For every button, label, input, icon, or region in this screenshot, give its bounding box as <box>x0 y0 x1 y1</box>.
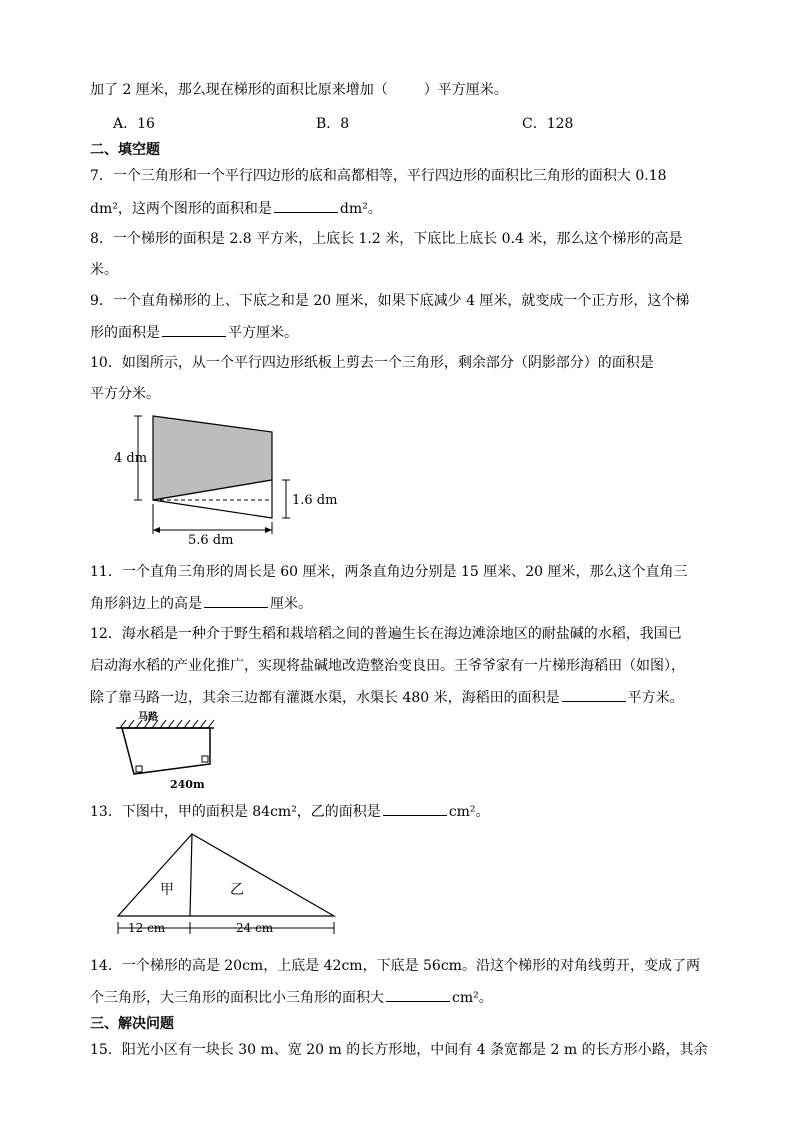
fig13-yi-label: 乙 <box>230 882 244 898</box>
q12-line3: 除了靠马路一边，其余三边都有灌溉水渠，水渠长 480 米，海稻田的面积是 平方米。 <box>90 687 684 708</box>
figure-triangles <box>110 828 350 946</box>
answer-blank <box>562 687 626 702</box>
fig10-bottom-label: 5.6 dm <box>188 533 234 548</box>
q10-line2: 平方分米。 <box>90 386 160 402</box>
q15-line1: 15．阳光小区有一块长 30 m、宽 20 m 的长方形地，中间有 4 条宽都是 2 m 的长方形小路，其余 <box>90 1042 708 1058</box>
q6-option-b: B．8 <box>316 116 350 132</box>
q7-line1: 7．一个三角形和一个平行四边形的底和高都相等，平行四边形的面积比三角形的面积大 0.18 <box>90 168 667 184</box>
q8-line2: 米。 <box>90 262 118 278</box>
fig13-jia-label: 甲 <box>160 882 174 898</box>
fig12-road-label: 马路 <box>138 712 158 723</box>
figure-rice-field <box>114 712 224 792</box>
q9-line2: 形的面积是 平方厘米。 <box>90 322 298 343</box>
q11-line2: 角形斜边上的高是 厘米。 <box>90 593 312 614</box>
answer-blank <box>383 801 447 816</box>
q6-line: 加了 2 厘米，那么现在梯形的面积比原来增加（ ）平方厘米。 <box>90 82 508 98</box>
section-heading-fill-in: 二、填空题 <box>90 142 160 158</box>
answer-blank <box>162 322 226 337</box>
answer-blank <box>274 198 338 213</box>
q8-line1: 8．一个梯形的面积是 2.8 平方米，上底长 1.2 米，下底比上底长 0.4 米，那么这个梯形的高是 <box>90 231 683 247</box>
q12-line2: 启动海水稻的产业化推广，实现将盐碱地改造整治变良田。王爷爷家有一片梯形海稻田（如图）， <box>90 658 685 674</box>
q10-line1: 10．如图所示，从一个平行四边形纸板上剪去一个三角形，剩余部分（阴影部分）的面积是 <box>90 355 654 371</box>
q12-line1: 12．海水稻是一种介于野生稻和栽培稻之间的普遍生长在海边滩涂地区的耐盐碱的水稻，我国已 <box>90 626 682 642</box>
fig10-left-label: 4 dm <box>114 451 148 466</box>
q7-line2: dm²，这两个图形的面积和是 dm²。 <box>90 198 382 219</box>
figure-parallelogram <box>110 408 370 553</box>
q14-line1: 14．一个梯形的高是 20cm，上底是 42cm，下底是 56cm。沿这个梯形的对角线剪开，变成了两 <box>90 958 700 974</box>
q6-option-a: A．16 <box>113 116 155 132</box>
fig12-length-label: 240m <box>170 778 205 791</box>
q14-line2: 个三角形，大三角形的面积比小三角形的面积大 cm²。 <box>90 987 493 1008</box>
q9-line1: 9．一个直角梯形的上、下底之和是 20 厘米，如果下底减少 4 厘米，就变成一个正方形，这个梯 <box>90 293 690 309</box>
q11-line1: 11．一个直角三角形的周长是 60 厘米，两条直角边分别是 15 厘米、20 厘米，那么这个直角三 <box>90 564 688 580</box>
fig13-right-label: 24 cm <box>236 921 274 935</box>
answer-blank <box>386 987 450 1002</box>
fig10-right-label: 1.6 dm <box>292 493 338 508</box>
fig13-left-label: 12 cm <box>128 921 166 935</box>
q13-line: 13．下图中，甲的面积是 84cm²，乙的面积是 cm²。 <box>90 801 490 822</box>
q6-option-c: C．128 <box>522 116 574 132</box>
section-heading-solve: 三、解决问题 <box>90 1016 174 1032</box>
answer-blank <box>204 593 268 608</box>
